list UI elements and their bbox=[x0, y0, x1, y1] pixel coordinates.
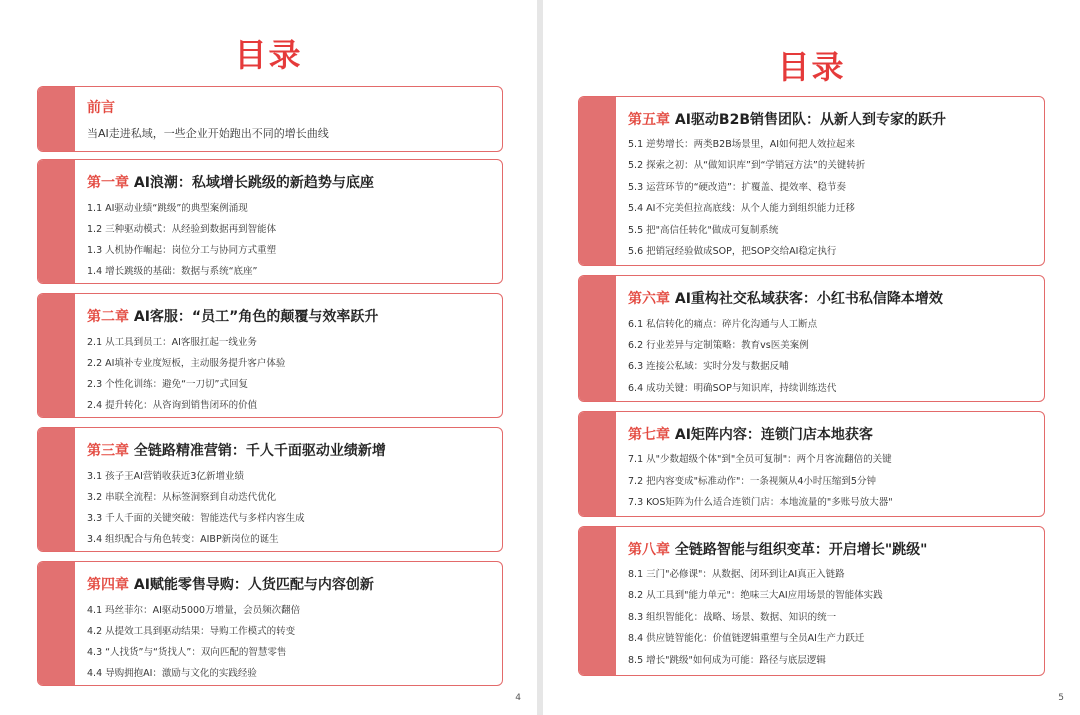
chapter-number: 第二章 bbox=[87, 309, 129, 325]
chapter-title[interactable] bbox=[87, 172, 374, 192]
toc-item[interactable]: 5.1 逆势增长：两类B2B场景里，AI如何把人效拉起来 bbox=[628, 139, 856, 150]
chapter-number: 第七章 bbox=[628, 427, 670, 443]
preface-title: 前言 bbox=[87, 100, 115, 116]
chapter-card-3[interactable] bbox=[37, 427, 503, 552]
chapter-title[interactable] bbox=[87, 306, 378, 326]
card-accent-bar bbox=[38, 87, 75, 151]
chapter-number: 第四章 bbox=[87, 577, 129, 593]
toc-item[interactable]: 8.5 增长"跳级"如何成为可能：路径与底层逻辑 bbox=[628, 655, 826, 666]
page-number: 4 bbox=[515, 693, 521, 703]
toc-item[interactable]: 4.4 导购拥抱AI：激励与文化的实践经验 bbox=[87, 668, 257, 679]
chapter-title[interactable] bbox=[87, 574, 374, 594]
chapter-title[interactable] bbox=[628, 539, 927, 559]
page-title: 目录 bbox=[234, 36, 303, 74]
chapter-card-4[interactable] bbox=[37, 561, 503, 686]
chapter-number: 第三章 bbox=[87, 443, 129, 459]
toc-item[interactable]: 5.6 把销冠经验做成SOP，把SOP交给AI稳定执行 bbox=[628, 246, 837, 257]
chapter-name: AI矩阵内容：连锁门店本地获客 bbox=[674, 427, 873, 443]
chapter-number: 第六章 bbox=[628, 291, 670, 307]
toc-item[interactable]: 8.3 组织智能化：战略、场景、数据、知识的统一 bbox=[628, 612, 837, 623]
toc-item[interactable]: 7.2 把内容变成"标准动作"：一条视频从4小时压缩到5分钟 bbox=[628, 476, 876, 487]
chapter-title[interactable] bbox=[628, 424, 873, 444]
toc-item[interactable]: 5.4 AI不完美但拉高底线：从个人能力到组织能力迁移 bbox=[628, 203, 855, 214]
chapter-name: AI赋能零售导购：人货匹配与内容创新 bbox=[133, 577, 374, 593]
chapter-name: AI驱动B2B销售团队：从新人到专家的跃升 bbox=[674, 112, 947, 128]
preface-text: 当AI走进私域，一些企业开始跑出不同的增长曲线 bbox=[87, 127, 329, 140]
chapter-name: AI重构社交私域获客：小红书私信降本增效 bbox=[674, 291, 943, 307]
toc-item[interactable]: 6.2 行业差异与定制策略：教育vs医美案例 bbox=[628, 340, 809, 351]
toc-item[interactable]: 4.2 从提效工具到驱动结果：导购工作模式的转变 bbox=[87, 626, 296, 637]
chapter-title[interactable] bbox=[87, 440, 386, 460]
chapter-title[interactable] bbox=[628, 109, 946, 129]
toc-item[interactable]: 4.3 “人找货”与“货找人”：双向匹配的智慧零售 bbox=[87, 647, 287, 658]
toc-item[interactable]: 2.4 提升转化：从咨询到销售闭环的价值 bbox=[87, 400, 258, 411]
preface-card[interactable] bbox=[37, 86, 503, 152]
chapter-name: AI浪潮：私域增长跳级的新趋势与底座 bbox=[133, 175, 374, 191]
card-accent-bar bbox=[38, 428, 75, 551]
toc-item[interactable]: 1.1 AI驱动业绩“跳级”的典型案例涌现 bbox=[87, 203, 248, 214]
toc-item[interactable]: 1.3 人机协作崛起：岗位分工与协同方式重塑 bbox=[87, 245, 277, 256]
card-accent-bar bbox=[38, 160, 75, 283]
toc-item[interactable]: 3.4 组织配合与角色转变：AIBP新岗位的诞生 bbox=[87, 534, 279, 545]
toc-item[interactable]: 5.3 运营环节的“硬改造”：扩覆盖、提效率、稳节奏 bbox=[628, 182, 846, 193]
toc-item[interactable]: 1.2 三种驱动模式：从经验到数据再到智能体 bbox=[87, 224, 277, 235]
card-accent-bar bbox=[579, 276, 616, 401]
chapter-number: 第八章 bbox=[628, 542, 670, 558]
page-number: 5 bbox=[1058, 693, 1064, 703]
toc-item[interactable]: 7.3 KOS矩阵为什么适合连锁门店：本地流量的"多账号放大器" bbox=[628, 497, 893, 508]
toc-item[interactable]: 2.3 个性化训练：避免“一刀切”式回复 bbox=[87, 379, 248, 390]
card-accent-bar bbox=[579, 527, 616, 675]
toc-item[interactable]: 1.4 增长跳级的基础：数据与系统“底座” bbox=[87, 266, 258, 277]
toc-item[interactable]: 3.1 孩子王AI营销收获近3亿新增业绩 bbox=[87, 471, 244, 482]
chapter-card-5[interactable] bbox=[578, 96, 1045, 266]
card-accent-bar bbox=[579, 412, 616, 516]
chapter-card-6[interactable] bbox=[578, 275, 1045, 402]
chapter-number: 第五章 bbox=[628, 112, 670, 128]
toc-item[interactable]: 5.5 把"高信任转化"做成可复制系统 bbox=[628, 225, 779, 236]
chapter-card-2[interactable] bbox=[37, 293, 503, 418]
toc-item[interactable]: 3.3 千人千面的关键突破：智能迭代与多样内容生成 bbox=[87, 513, 305, 524]
toc-item[interactable]: 8.2 从工具到"能力单元"：绝味三大AI应用场景的智能体实践 bbox=[628, 590, 883, 601]
toc-item[interactable]: 6.3 连接公私域：实时分发与数据反哺 bbox=[628, 361, 789, 372]
chapter-card-7[interactable] bbox=[578, 411, 1045, 517]
page-right bbox=[543, 0, 1080, 715]
toc-item[interactable]: 2.2 AI填补专业度短板，主动服务提升客户体验 bbox=[87, 358, 286, 369]
toc-item[interactable]: 5.2 探索之初：从“做知识库”到“学销冠方法”的关键转折 bbox=[628, 160, 866, 171]
toc-item[interactable]: 2.1 从工具到员工：AI客服扛起一线业务 bbox=[87, 337, 257, 348]
toc-item[interactable]: 8.4 供应链智能化：价值链逻辑重塑与全员AI生产力跃迁 bbox=[628, 633, 865, 644]
chapter-card-8[interactable] bbox=[578, 526, 1045, 676]
toc-item[interactable]: 7.1 从"少数超级个体"到"全员可复制"：两个月客流翻倍的关键 bbox=[628, 454, 892, 465]
page-title: 目录 bbox=[777, 48, 846, 86]
chapter-title[interactable] bbox=[628, 288, 943, 308]
toc-item[interactable]: 3.2 串联全流程：从标签洞察到自动迭代优化 bbox=[87, 492, 277, 503]
chapter-number: 第一章 bbox=[87, 175, 129, 191]
chapter-card-1[interactable] bbox=[37, 159, 503, 284]
toc-item[interactable]: 8.1 三门"必修课"：从数据、闭环到让AI真正入链路 bbox=[628, 569, 845, 580]
toc-item[interactable]: 6.4 成功关键：明确SOP与知识库，持续训练迭代 bbox=[628, 383, 837, 394]
page-left bbox=[0, 0, 537, 715]
chapter-name: AI客服：“员工”角色的颠覆与效率跃升 bbox=[133, 309, 379, 325]
card-accent-bar bbox=[38, 562, 75, 685]
chapter-name: 全链路精准营销：千人千面驱动业绩新增 bbox=[133, 443, 386, 459]
toc-item[interactable]: 6.1 私信转化的痛点：碎片化沟通与人工断点 bbox=[628, 319, 818, 330]
card-accent-bar bbox=[579, 97, 616, 265]
chapter-name: 全链路智能与组织变革：开启增长"跳级" bbox=[674, 542, 928, 558]
card-accent-bar bbox=[38, 294, 75, 417]
toc-item[interactable]: 4.1 玛丝菲尔：AI驱动5000万增量，会员频次翻倍 bbox=[87, 605, 301, 616]
